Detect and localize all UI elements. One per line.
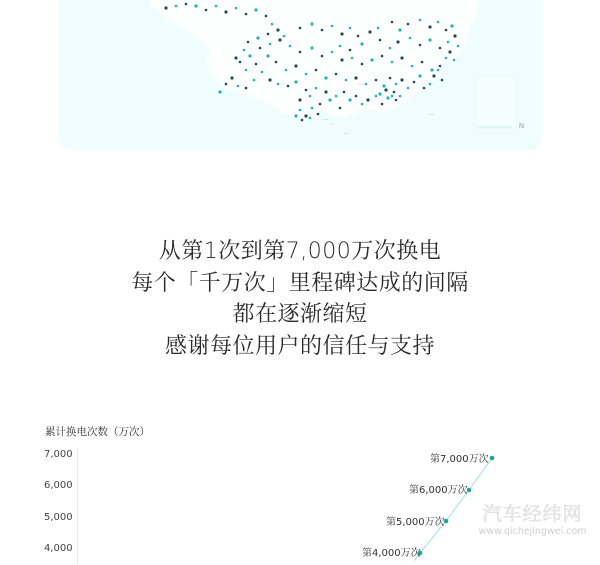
station-dot [289, 45, 292, 48]
watermark-url: www.qichejingwei.com [478, 526, 587, 537]
station-dot [224, 10, 227, 13]
station-dot [409, 37, 412, 40]
station-dot [351, 57, 354, 60]
station-dot [298, 98, 301, 101]
station-dot [237, 85, 240, 88]
station-dot [331, 51, 334, 54]
station-dot [245, 87, 248, 90]
station-dot [389, 47, 392, 50]
y-axis-title: 累计换电次数（万次） [45, 426, 150, 438]
station-dot [370, 58, 373, 61]
station-dot [310, 22, 313, 25]
point-label-4000: 第4,000万次 [362, 548, 421, 559]
headline-line-3: 都在逐渐缩短 [232, 302, 368, 327]
station-dot [413, 81, 416, 84]
headline-line-2: 每个「千万次」里程碑达成的间隔 [131, 270, 469, 296]
mainland-land-shape [60, 0, 480, 118]
station-dot [384, 88, 387, 91]
station-dot [269, 43, 272, 46]
station-dot [391, 61, 394, 64]
station-dot [400, 56, 403, 59]
station-dot [445, 57, 448, 60]
station-dot [379, 39, 382, 42]
station-dot [261, 71, 264, 74]
station-dot [319, 103, 322, 106]
hainan-island [296, 103, 320, 121]
station-dot [164, 6, 167, 9]
station-dot [321, 29, 324, 32]
station-dot [378, 92, 381, 95]
headline-line-1: 从第1次到第7,000万次换电 [158, 239, 442, 264]
station-dot [354, 76, 357, 79]
station-dot [393, 91, 396, 94]
station-dot [266, 54, 269, 57]
station-dot [267, 33, 270, 36]
station-dot [315, 87, 318, 90]
station-dot [375, 95, 378, 98]
station-dot [239, 61, 242, 64]
map-place-label: ··· [330, 122, 334, 127]
station-dot [259, 47, 262, 50]
station-dot [419, 19, 422, 22]
station-dot [389, 77, 392, 80]
station-dot [310, 46, 313, 49]
y-tick-5000: 5,000 [44, 512, 73, 523]
station-dot [453, 34, 456, 37]
cumulative-swaps-chart [0, 420, 600, 565]
station-dot [430, 68, 433, 71]
station-dot [439, 47, 442, 50]
station-dot [345, 79, 348, 82]
station-dot [304, 114, 307, 117]
station-dot [278, 38, 281, 41]
station-dot [283, 35, 286, 38]
station-dot [411, 65, 414, 68]
watermark [470, 503, 595, 539]
station-dot [348, 98, 351, 101]
station-dot [382, 84, 385, 87]
station-dot [299, 51, 302, 54]
station-dot [381, 55, 384, 58]
station-dot [395, 99, 398, 102]
trend-line-plot [0, 420, 600, 565]
headline-line-4: 感谢每位用户的信任与支持 [164, 333, 435, 359]
station-dot [256, 36, 259, 39]
china-station-dot-map [60, 0, 541, 148]
point-label-5000: 第5,000万次 [386, 517, 445, 528]
station-dot [271, 23, 274, 26]
station-dot [340, 58, 343, 61]
station-dot [299, 27, 302, 30]
station-dot [439, 65, 442, 68]
station-dot [311, 107, 314, 110]
station-dot [357, 35, 360, 38]
map-place-label: ······ [358, 82, 366, 87]
station-dot [315, 69, 318, 72]
station-dot [429, 83, 432, 86]
station-dot [441, 79, 444, 82]
south-sea-inset [476, 76, 516, 128]
station-dot [245, 69, 248, 72]
station-dot [235, 7, 238, 10]
station-dot [285, 69, 288, 72]
station-dot [230, 76, 233, 79]
station-dot [294, 114, 297, 117]
station-dot [276, 28, 279, 31]
station-dot [305, 89, 308, 92]
station-dot [366, 98, 369, 101]
y-tick-6000: 6,000 [44, 480, 73, 491]
station-dot [328, 98, 331, 101]
station-dot [432, 74, 435, 77]
station-dot [428, 25, 431, 28]
station-dot [377, 27, 380, 30]
compass-north-label: N [519, 123, 525, 130]
station-dot [175, 5, 178, 8]
station-dot [375, 79, 378, 82]
station-dot [368, 30, 371, 33]
station-dot [321, 55, 324, 58]
station-dot [437, 21, 440, 24]
y-tick-4000: 4,000 [44, 543, 73, 554]
station-dot [423, 87, 426, 90]
station-dot [407, 87, 410, 90]
station-dot [391, 95, 394, 98]
station-dot [398, 28, 401, 31]
station-dot [340, 32, 343, 35]
taiwan-island [383, 37, 393, 63]
station-dot [361, 103, 364, 106]
station-dot [335, 95, 338, 98]
station-dot [253, 79, 256, 82]
map-place-label: ····· [428, 112, 435, 117]
y-tick-7000: 7,000 [44, 449, 73, 460]
station-dot [309, 117, 312, 120]
station-dot [381, 103, 384, 106]
station-dot [305, 73, 308, 76]
station-dot [248, 54, 251, 57]
station-dot [218, 90, 221, 93]
station-dot [349, 27, 352, 30]
station-dot [194, 4, 197, 7]
station-dot [450, 24, 453, 27]
station-dot [396, 40, 399, 43]
milestone-point [490, 456, 495, 461]
map-place-label: ····· [322, 117, 329, 122]
station-dot [299, 109, 302, 112]
station-dot [287, 85, 290, 88]
station-dot [324, 76, 327, 79]
station-dot [361, 63, 364, 66]
station-dot [386, 96, 389, 99]
station-dot [448, 50, 451, 53]
station-dot [254, 8, 257, 11]
station-dot [277, 83, 280, 86]
station-dot [428, 38, 431, 41]
station-dot [400, 78, 403, 81]
station-dot [317, 113, 320, 116]
station-dot [324, 90, 327, 93]
station-dot [294, 64, 297, 67]
station-dot [185, 3, 188, 6]
station-dot [225, 83, 228, 86]
station-dot [301, 119, 304, 122]
station-dot [437, 69, 440, 72]
station-dot [453, 59, 456, 62]
station-dot [343, 91, 346, 94]
station-dot [399, 95, 402, 98]
station-dot [445, 29, 448, 32]
station-dot [391, 21, 394, 24]
station-dot [245, 13, 248, 16]
point-label-6000: 第6,000万次 [409, 485, 468, 496]
station-dot [457, 45, 460, 48]
station-dot [309, 95, 312, 98]
station-dot [339, 45, 342, 48]
station-dot [275, 61, 278, 64]
station-dot [265, 15, 268, 18]
point-label-7000: 第7,000万次 [430, 454, 489, 465]
charging-station-map [60, 0, 541, 148]
station-dot [355, 95, 358, 98]
station-dot [335, 73, 338, 76]
station-dot [418, 74, 421, 77]
station-dot [419, 44, 422, 47]
station-dot [255, 63, 258, 66]
station-dot [407, 23, 410, 26]
station-dot [234, 56, 237, 59]
station-dot [447, 41, 450, 44]
station-dot [349, 49, 352, 52]
milestone-headline [0, 236, 600, 362]
station-dot [205, 9, 208, 12]
station-dot [339, 107, 342, 110]
station-dot [421, 61, 424, 64]
station-dot [215, 5, 218, 8]
station-dot [247, 41, 250, 44]
station-dot [268, 78, 271, 81]
map-place-label: ···· [344, 131, 350, 136]
station-dot [294, 80, 297, 83]
station-dot [243, 49, 246, 52]
watermark-site-name: 汽车经纬网 [482, 503, 583, 525]
station-dot [395, 83, 398, 86]
station-dot [360, 42, 363, 45]
station-dot [331, 25, 334, 28]
